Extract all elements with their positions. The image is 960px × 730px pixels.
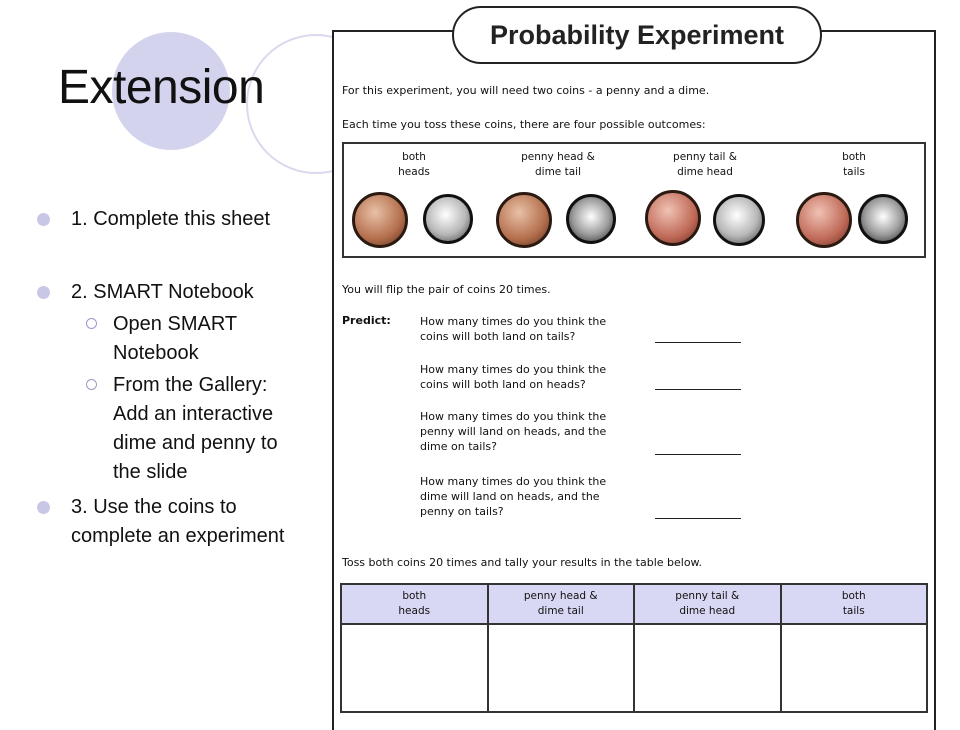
bullet-text: 1. Complete this sheet: [71, 208, 270, 230]
bullet-dot-icon: [37, 213, 50, 226]
outcome-label: penny head & dime tail: [521, 151, 595, 178]
sub-bullet-item: [36, 310, 306, 368]
sub-bullet-text: From the Gallery: Add an interactive dime and penny to the slide: [113, 374, 278, 483]
bullet-item: [36, 493, 306, 551]
bullet-dot-icon: [37, 286, 50, 299]
answer-blank[interactable]: [655, 389, 741, 390]
bullet-text: 3. Use the coins to complete an experiment: [71, 496, 285, 547]
tally-cell[interactable]: [634, 624, 781, 712]
table-header: both heads: [341, 584, 488, 624]
toss-instruction: Toss both coins 20 times and tally your results in the table below.: [342, 556, 703, 569]
dime-heads-icon: [713, 194, 765, 246]
outcome-label: both heads: [398, 151, 430, 178]
dime-tails-icon: [566, 194, 616, 244]
bullet-text: 2. SMART Notebook: [71, 281, 254, 303]
tally-cell[interactable]: [341, 624, 488, 712]
sub-bullet-text: Open SMART Notebook: [113, 313, 237, 364]
slide-title: Extension: [58, 61, 265, 114]
flip-instruction: You will flip the pair of coins 20 times.: [342, 283, 551, 296]
tally-cell[interactable]: [781, 624, 928, 712]
sub-bullet-ring-icon: [86, 318, 97, 329]
penny-heads-icon: [352, 192, 408, 248]
worksheet-title: Probability Experiment: [452, 6, 822, 64]
table-header: both tails: [781, 584, 928, 624]
dime-heads-icon: [423, 194, 473, 244]
question-1: How many times do you think the coins will both land on tails?: [420, 315, 607, 343]
answer-blank[interactable]: [655, 342, 741, 343]
tally-table: [340, 583, 928, 713]
dime-tails-icon: [858, 194, 908, 244]
table-header: penny tail & dime head: [634, 584, 781, 624]
answer-blank[interactable]: [655, 454, 741, 455]
predict-label: Predict:: [342, 314, 391, 327]
bullet-list: [36, 205, 306, 551]
table-header: penny head & dime tail: [488, 584, 635, 624]
worksheet-intro: Each time you toss these coins, there are four possible outcomes:: [342, 118, 706, 131]
question-4: How many times do you think the dime will land on heads, and the penny on tails?: [420, 475, 607, 518]
sub-bullet-item: [36, 371, 306, 487]
bullet-item: [36, 205, 306, 234]
outcome-label: penny tail & dime head: [673, 151, 737, 178]
sub-bullet-ring-icon: [86, 379, 97, 390]
question-2: How many times do you think the coins will both land on heads?: [420, 363, 607, 391]
bullet-item: [36, 278, 306, 307]
penny-tails-icon: [796, 192, 852, 248]
question-3: How many times do you think the penny will land on heads, and the dime on tails?: [420, 410, 607, 453]
tally-cell[interactable]: [488, 624, 635, 712]
answer-blank[interactable]: [655, 518, 741, 519]
worksheet-intro: For this experiment, you will need two coins - a penny and a dime.: [342, 84, 710, 97]
outcome-label: both tails: [842, 151, 866, 178]
penny-heads-icon: [496, 192, 552, 248]
penny-tails-icon: [645, 190, 701, 246]
bullet-dot-icon: [37, 501, 50, 514]
